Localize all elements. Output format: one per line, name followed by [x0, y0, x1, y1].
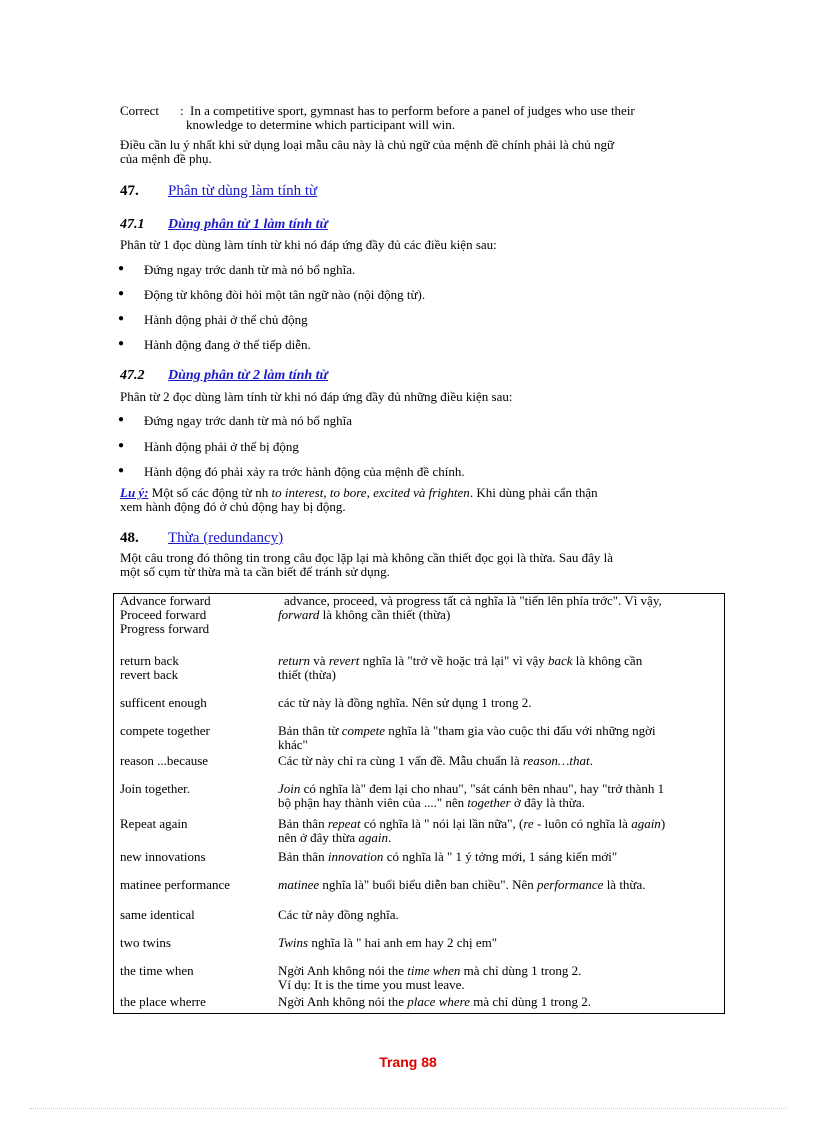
section-48-intro-line2: một số cụm từ thừa mà ta cần biết để tránh sử dụng. [120, 564, 390, 579]
table-cell-term: the place wherre [120, 993, 206, 1009]
table-cell-explanation: Ngời Anh không nói the time when mà chỉ dùng 1 trong 2. Ví dụ: It is the time you must leave. [278, 962, 582, 992]
section-48-intro-line1: Một câu trong đó thông tin trong câu đọc lặp lại mà không cần thiết đọc gọi là thừa. Sau đây là [120, 550, 613, 565]
list-item: Hành động đang ở thể tiếp diễn. [144, 337, 311, 352]
table-row [114, 908, 725, 936]
list-item: Hành động phải ở thể chủ động [144, 312, 308, 327]
bullet-icon: ● [118, 288, 125, 299]
list-item: Đứng ngay trớc danh từ mà nó bổ nghĩa. [144, 262, 356, 277]
note-caution: Lu ý: Một số các động từ nh to interest, to bore, excited và frighten. Khi dùng phải cẩn thận [120, 485, 598, 500]
table-row [114, 817, 725, 850]
table-row [114, 696, 725, 724]
section-48-title[interactable]: Thừa (redundancy) [168, 530, 284, 546]
list-item: Đứng ngay trớc danh từ mà nó bổ nghĩa [144, 413, 352, 428]
table-cell-explanation: matinee nghĩa là" buổi biểu diễn ban chiều". Nên performance là thừa. [278, 876, 646, 892]
table-cell-explanation: Bản thân innovation có nghĩa là " 1 ý tởng mới, 1 sáng kiến mới" [278, 848, 618, 864]
table-cell-explanation: Ngời Anh không nói the place where mà chỉ dùng 1 trong 2. [278, 993, 591, 1009]
section-47-1-intro: Phân từ 1 đọc dùng làm tính từ khi nó đáp ứng đầy đủ các điều kiện sau: [120, 237, 497, 252]
table-cell-term: reason ...because [120, 752, 209, 768]
bullet-icon: ● [118, 440, 125, 451]
section-48-number: 48. [120, 530, 139, 546]
correct-separator: : [180, 103, 184, 118]
table-cell-term: Advance forward Proceed forward Progress forward [120, 593, 211, 636]
section-47-1-number: 47.1 [120, 217, 145, 232]
table-row [114, 594, 725, 654]
bullet-icon: ● [118, 313, 125, 324]
note-caution-line2: xem hành động đó ở chủ động hay bị động. [120, 499, 346, 514]
table-cell-explanation: advance, proceed, và progress tất cả nghĩa là "tiến lên phía trớc". Vì vậy, forward là không cần thiết (thừa) [278, 593, 662, 622]
note-line2: của mệnh đề phụ. [120, 151, 212, 166]
table-row [114, 724, 725, 754]
table-row [114, 936, 725, 964]
table-row [114, 878, 725, 908]
section-47-1-title[interactable]: Dùng phân từ 1 làm tính từ [168, 217, 328, 232]
table-row [114, 754, 725, 782]
footer-divider [30, 1108, 786, 1109]
table-cell-term: return back revert back [120, 652, 179, 682]
table-cell-term: same identical [120, 906, 195, 922]
correct-label: Correct [120, 103, 159, 118]
page-number: Trang 88 [379, 1054, 437, 1070]
section-47-title[interactable]: Phân từ dùng làm tính từ [168, 183, 318, 199]
table-cell-term: the time when [120, 962, 194, 978]
bullet-icon: ● [118, 465, 125, 476]
section-47-2-title[interactable]: Dùng phân từ 2 làm tính từ [168, 368, 328, 383]
table-row [114, 964, 725, 995]
section-47-2-intro: Phân từ 2 đọc dùng làm tính từ khi nó đáp ứng đầy đủ những điều kiện sau: [120, 389, 513, 404]
list-item: Hành động phải ở thể bị động [144, 439, 299, 454]
table-cell-term: Repeat again [120, 815, 188, 831]
table-cell-explanation: Twins nghĩa là " hai anh em hay 2 chị em" [278, 934, 498, 950]
redundancy-table [113, 593, 725, 1014]
table-cell-term: Join together. [120, 780, 191, 796]
note-line1: Điều cần lu ý nhất khi sử dụng loại mẫu câu này là chủ ngữ của mệnh đề chính phải là chủ ngữ [120, 137, 615, 152]
table-row [114, 782, 725, 817]
bullet-icon: ● [118, 414, 125, 425]
bullet-icon: ● [118, 263, 125, 274]
section-47-number: 47. [120, 183, 139, 199]
table-cell-explanation: Các từ này chỉ ra cùng 1 vấn đề. Mẫu chuẩn là reason…that. [278, 752, 593, 768]
table-row [114, 995, 725, 1014]
table-row [114, 850, 725, 878]
table-cell-term: two twins [120, 934, 171, 950]
table-cell-term: sufficent enough [120, 694, 207, 710]
table-cell-term: compete together [120, 722, 210, 738]
table-row [114, 654, 725, 696]
bullet-icon: ● [118, 338, 125, 349]
correct-sentence-line1: In a competitive sport, gymnast has to perform before a panel of judges who use their [190, 103, 635, 118]
table-cell-explanation: return và revert nghĩa là "trở về hoặc trả lại" vì vậy back là không cần thiết (thừa) [278, 652, 643, 682]
correct-sentence-line2: knowledge to determine which participant will win. [186, 117, 455, 132]
table-cell-term: matinee performance [120, 876, 231, 892]
table-cell-explanation: Bản thân từ compete nghĩa là "tham gia vào cuộc thi đấu với những ngời khác" [278, 722, 656, 752]
section-47-2-number: 47.2 [120, 368, 145, 383]
table-cell-explanation: các từ này là đồng nghĩa. Nên sử dụng 1 trong 2. [278, 694, 532, 710]
list-item: Hành động đó phải xảy ra trớc hành động của mệnh đề chính. [144, 464, 465, 479]
table-cell-explanation: Các từ này đồng nghĩa. [278, 906, 399, 922]
list-item: Động từ không đòi hỏi một tân ngữ nào (nội động từ). [144, 287, 426, 302]
table-cell-term: new innovations [120, 848, 206, 864]
table-cell-explanation: Join có nghĩa là" đem lại cho nhau", "sát cánh bên nhau", hay "trở thành 1 bộ phận hay thành viên của ...." nên together ở đây là thừa. [278, 780, 665, 810]
table-cell-explanation: Bản thân repeat có nghĩa là " nói lại lần nữa", (re - luôn có nghĩa là again) nên ở đây thừa again. [278, 815, 666, 845]
caution-label: Lu ý: [120, 485, 149, 500]
